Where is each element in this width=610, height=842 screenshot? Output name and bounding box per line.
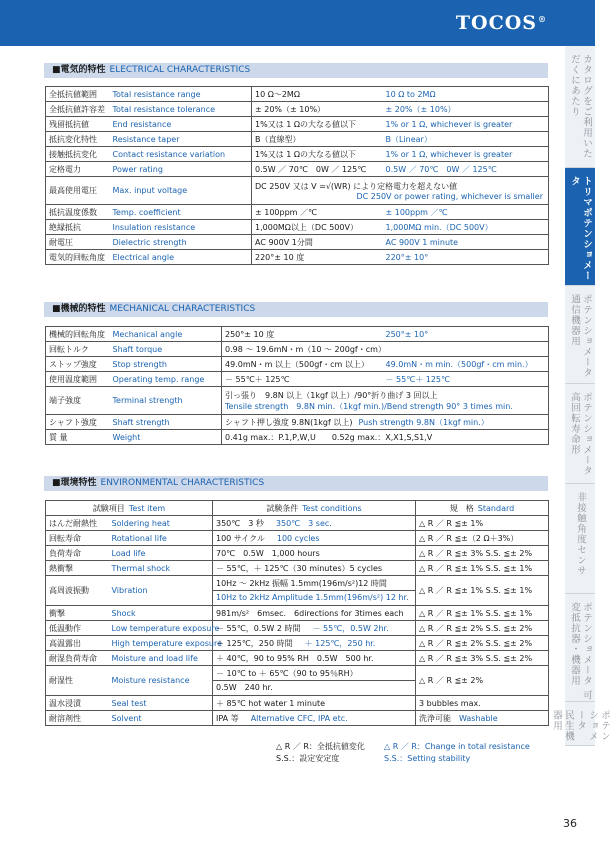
row-conditions [213,561,416,576]
row-label-jp: 機械的回転角度 [46,327,110,342]
row-standard-value: △ R ／ R ≦± 3% S.S. ≦± 2% [419,653,533,663]
row-label-en: Shaft torque [110,342,222,357]
environmental-row [46,516,549,531]
legend-en-line: S.S.：Setting stability [384,754,471,763]
row-conditions-jp: ＋ 85℃ hot water 1 minute [216,698,326,708]
row-value-en: B（Linear） [383,132,549,147]
environmental-row [46,606,549,621]
row-value-en: 0.5W ／ 70℃ 0W ／ 125℃ [383,162,549,177]
row-label-en: Contact resistance variation [110,147,252,162]
mechanical-row [46,342,549,357]
row-conditions-en: 100 cycles [276,533,320,543]
row-label-en: Operating temp. range [110,372,222,387]
environmental-row [46,576,549,606]
row-label-en: Resistance taper [110,132,252,147]
row-value-jp: B（直線型） [252,132,383,147]
sidebar-tab-catalog-guide[interactable] [565,46,595,168]
row-conditions-jp: － 55℃，＋ 125℃（30 minutes）5 cycles [216,563,383,573]
row-standard-value: △ R ／ R ≦±（2 Ω＋3%） [419,533,519,543]
sidebar-tab-label: カタログをご利用いただくにあたり [569,54,592,159]
row-value-jp: シャフト押し強度 9.8N(1kgf 以上) [225,417,353,427]
row-conditions-en: － 55℃，0.5W 2hr. [312,623,389,633]
row-value-en: AC 900V 1 minute [383,235,549,250]
row-value-jp: － 55℃＋ 125℃ [222,372,383,387]
environmental-row [46,666,549,696]
row-standard-value: △ R ／ R ≦± 1% S.S. ≦± 1% [419,563,533,573]
mechanical-row [46,430,549,445]
row-label-en: Solvent [109,711,213,726]
row-standard-value: △ R ／ R ≦± 2% S.S. ≦± 2% [419,638,533,648]
row-conditions-jp: 100 サイクル [216,533,265,543]
row-label-en: Moisture and load life [109,651,213,666]
row-label-en: Terminal strength [110,387,222,415]
row-value-en: 49.0mN・m min.（500gf・cm min.） [383,357,549,372]
row-standard [416,606,549,621]
row-label-en: Rotational life [109,531,213,546]
row-standard-value: 3 bubbles max. [419,698,481,708]
row-label-en: Seal test [109,696,213,711]
row-conditions [213,516,416,531]
row-conditions [213,531,416,546]
electrical-table [45,86,549,265]
sidebar-tab-label: ポテンショメータ 可変抵抗器・機器用 [569,602,592,701]
row-standard [416,546,549,561]
row-label-jp: 負荷寿命 [46,546,109,561]
row-conditions-jp: － 10℃ to ＋ 65℃（90 to 95％RH） [213,666,415,681]
environmental-row [46,546,549,561]
sidebar-tab-consumer[interactable] [551,702,610,746]
row-standard-value: △ R ／ R ≦± 1% S.S. ≦± 1% [419,586,533,595]
row-conditions-jp: ＋ 125℃，250 時間 [216,638,293,648]
row-label-jp: 電気的回転角度 [46,250,110,265]
row-label-jp: 接触抵抗変化 [46,147,110,162]
environmental-row [46,711,549,726]
row-standard-value: △ R ／ R ≦± 1% S.S. ≦± 1% [419,608,533,618]
sidebar [551,46,610,746]
row-label-jp: 絶縁抵抗 [46,220,110,235]
electrical-row [46,177,549,205]
row-label-en: Load life [109,546,213,561]
environmental-row [46,696,549,711]
sidebar-tab-comm-equipment[interactable] [565,286,595,384]
row-standard [416,666,549,696]
row-label-en: Stop strength [110,357,222,372]
row-standard [416,696,549,711]
row-conditions-jp: － 55℃，0.5W 2 時間 [216,623,301,633]
row-conditions-jp: IPA 等 [216,713,239,723]
row-conditions [213,696,416,711]
row-value-jp: DC 250V 又は V =√(WR) により定格電力を超えない値 [255,181,458,191]
row-conditions [213,576,416,606]
electrical-row [46,117,549,132]
sidebar-tab-trimmer[interactable] [565,168,595,286]
row-label-jp: 衝撃 [46,606,109,621]
row-conditions [213,621,416,636]
row-label-en: Weight [110,430,222,445]
row-label-jp: 定格電力 [46,162,110,177]
brand-logo: TOCOS® [455,12,547,34]
row-label-en: High temperature exposure [109,636,213,651]
row-value-en: Push strength 9.8N（1kgf min.） [358,417,489,427]
row-label-jp: 最高使用電圧 [46,177,110,205]
row-value-en: 1% or 1 Ω, whichever is greater [383,147,549,162]
row-value-en: Tensile strength 9.8N min.（1kgf min.)/Bend strength 90° 3 times min. [225,401,513,411]
row-label-en: Max. input voltage [110,177,252,205]
row-value-jp: 1,000MΩ以上（DC 500V） [252,220,383,235]
environmental-section-title: ■環境特性 ENVIRONMENTAL CHARACTERISTICS [44,476,548,491]
row-label-en: Electrical angle [110,250,252,265]
row-value-en: ± 100ppm ／℃ [383,205,549,220]
mechanical-row [46,372,549,387]
row-value-jp: 250°± 10 度 [222,327,383,342]
row-label-en: End resistance [110,117,252,132]
row-conditions-jp: 350℃ 3 秒 [216,518,264,528]
electrical-section-title: ■電気的特性 ELECTRICAL CHARACTERISTICS [44,63,548,78]
sidebar-tab-label: トリマポテンショメータ [569,176,592,281]
sidebar-tab-label: ポテンショメータ 高回転寿命形 [569,392,592,476]
row-value-jp: 1%又は 1 Ωの大なる値以下 [252,147,383,162]
row-value-jp: 引っ張り 9.8N 以上（1kgf 以上）/90°折り曲げ 3 回以上 [225,390,438,400]
mechanical-table [45,326,549,445]
row-standard [416,651,549,666]
row-value-jp: 49.0mN・m 以上（500gf・cm 以上） [222,357,383,372]
mechanical-row [46,415,549,430]
environmental-table [45,500,549,726]
row-standard-value: △ R ／ R ≦± 1% [419,518,484,528]
row-value-jp: 0.98 ～ 19.6mN・m（10 ～ 200gf・cm） [222,342,549,357]
row-standard [416,636,549,651]
legend-jp-line: S.S.：設定安定度 [276,754,340,763]
electrical-row [46,132,549,147]
row-label-jp: はんだ耐熱性 [46,516,109,531]
row-standard-value: 洗浄可能 [419,713,451,723]
row-label-jp: 高周波振動 [46,576,109,606]
row-label-en: Soldering heat [109,516,213,531]
environmental-row [46,621,549,636]
row-standard [416,621,549,636]
row-label-jp: 全抵抗値許容差 [46,102,110,117]
row-standard [416,711,549,726]
row-value-en: 250°± 10° [383,327,549,342]
sidebar-tab-variable-resistor[interactable] [565,594,595,702]
row-conditions-en: 350℃ 3 sec. [275,518,332,528]
sidebar-tab-label: ポテンショメータ 通信機器用 [569,294,592,378]
legend-jp [276,741,365,765]
mechanical-section-title: ■機械的特性 MECHANICAL CHARACTERISTICS [44,302,548,317]
row-label-en: Thermal shock [109,561,213,576]
row-value-en: 10 Ω to 2MΩ [383,87,549,102]
row-label-en: Mechanical angle [110,327,222,342]
row-label-jp: 低温動作 [46,621,109,636]
row-label-en: Total resistance range [110,87,252,102]
header-bar [0,0,595,46]
row-conditions-jp: 981m/s² 6msec. 6directions for 3times each [216,608,404,618]
row-label-jp: 回転寿命 [46,531,109,546]
row-label-jp: 熱衝撃 [46,561,109,576]
row-value-en: ± 20%（± 10%） [383,102,549,117]
row-label-jp: 端子強度 [46,387,110,415]
row-label-jp: 耐湿負荷寿命 [46,651,109,666]
row-standard [416,516,549,531]
row-standard [416,531,549,546]
environmental-row [46,561,549,576]
row-conditions-en: 10Hz to 2kHz Amplitude 1.5mm(196m/s²) 12 hr. [216,593,409,602]
row-label-jp: 耐溶剤性 [46,711,109,726]
electrical-row [46,220,549,235]
environmental-row [46,636,549,651]
row-value-en: － 55℃＋ 125℃ [383,372,549,387]
electrical-row [46,205,549,220]
row-value-jp: 220°± 10 度 [252,250,383,265]
row-value-en: DC 250V or power rating, whichever is smaller [356,191,543,201]
row-conditions-en: 0.5W 240 hr. [216,683,273,692]
row-value-jp: AC 900V 1分間 [252,235,383,250]
row-label-jp: 回転トルク [46,342,110,357]
sidebar-tab-label: ポテンショメータ 民生機器用 [551,710,610,742]
row-label-en: Temp. coefficient [110,205,252,220]
row-conditions [213,606,416,621]
row-label-en: Total resistance tolerance [110,102,252,117]
row-conditions-jp: ＋ 40℃，90 to 95% RH 0.5W 500 hr. [216,653,374,663]
header-test-conditions: 試験条件 Test conditions [213,501,416,516]
row-label-jp: 高温露出 [46,636,109,651]
row-label-en: Insulation resistance [110,220,252,235]
row-conditions-en: Alternative CFC, IPA etc. [250,713,348,723]
legend-en [384,741,530,765]
row-label-jp: 全抵抗値範囲 [46,87,110,102]
row-standard [416,561,549,576]
row-conditions [213,546,416,561]
sidebar-tab-label: 非接触角度センサ [575,492,586,576]
row-value [222,387,549,415]
row-standard-value: △ R ／ R ≦± 2% S.S. ≦± 2% [419,623,533,633]
header-test-item: 試験項目 Test item [46,501,213,516]
row-value [222,415,549,430]
header-standard: 規 格 Standard [416,501,549,516]
mechanical-row [46,327,549,342]
row-conditions [213,711,416,726]
row-label-en: Vibration [109,576,213,606]
row-value-en: 1% or 1 Ω, whichever is greater [383,117,549,132]
electrical-row [46,87,549,102]
row-label-jp: 使用温度範囲 [46,372,110,387]
sidebar-tab-angle-sensor[interactable] [565,484,595,594]
row-label-en: Power rating [110,162,252,177]
row-label-jp: 抵抗変化特性 [46,132,110,147]
mechanical-row [46,357,549,372]
row-conditions-jp: 70℃ 0.5W 1,000 hours [216,548,320,558]
row-value-jp: 0.41g max.：P.1,P,W,U 0.52g max.：X,X1,S,S1,V [222,430,549,445]
row-conditions [213,636,416,651]
row-conditions [213,651,416,666]
row-label-en: Shock [109,606,213,621]
row-standard-value: △ R ／ R ≦± 3% S.S. ≦± 2% [419,548,533,558]
row-standard [416,576,549,606]
legend-en-line: △ R ／ R：Change in total resistance [384,742,530,751]
electrical-row [46,147,549,162]
row-label-jp: シャフト強度 [46,415,110,430]
row-conditions [213,666,416,696]
environmental-header-row [46,501,549,516]
row-label-en: Low temperature exposure [109,621,213,636]
row-value-jp: ± 100ppm ／℃ [252,205,383,220]
row-label-en: Dielectric strength [110,235,252,250]
row-value-en: 1,000MΩ min.（DC 500V） [383,220,549,235]
environmental-row [46,531,549,546]
row-label-jp: ストップ強度 [46,357,110,372]
row-standard-value: △ R ／ R ≦± 2% [419,676,484,685]
row-label-en: Shaft strength [110,415,222,430]
row-value-jp: 0.5W ／ 70℃ 0W ／ 125℃ [252,162,383,177]
row-value-jp: ± 20%（± 10%） [252,102,383,117]
electrical-row [46,102,549,117]
row-label-jp: 耐湿性 [46,666,109,696]
page-number: 36 [563,817,577,830]
electrical-row [46,250,549,265]
environmental-row [46,651,549,666]
row-value [252,177,549,205]
electrical-row [46,162,549,177]
row-label-en: Moisture resistance [109,666,213,696]
row-label-jp: 抵抗温度係数 [46,205,110,220]
row-conditions-jp: 10Hz ～ 2kHz 振幅 1.5mm(196m/s²)12 時間 [213,576,415,591]
electrical-row [46,235,549,250]
mechanical-row [46,387,549,415]
row-label-jp: 残留抵抗値 [46,117,110,132]
sidebar-tab-high-rotation[interactable] [565,384,595,484]
row-label-jp: 質 量 [46,430,110,445]
legend-jp-line: △ R ／ R：全抵抗値変化 [276,742,365,751]
row-value-en: 220°± 10° [383,250,549,265]
row-label-jp: 温水浸漬 [46,696,109,711]
row-value-jp: 10 Ω～2MΩ [252,87,383,102]
row-label-jp: 耐電圧 [46,235,110,250]
row-conditions-en: ＋ 125℃，250 hr. [304,638,376,648]
row-standard-en: Washable [459,713,498,723]
row-value-jp: 1%又は 1 Ωの大なる値以下 [252,117,383,132]
